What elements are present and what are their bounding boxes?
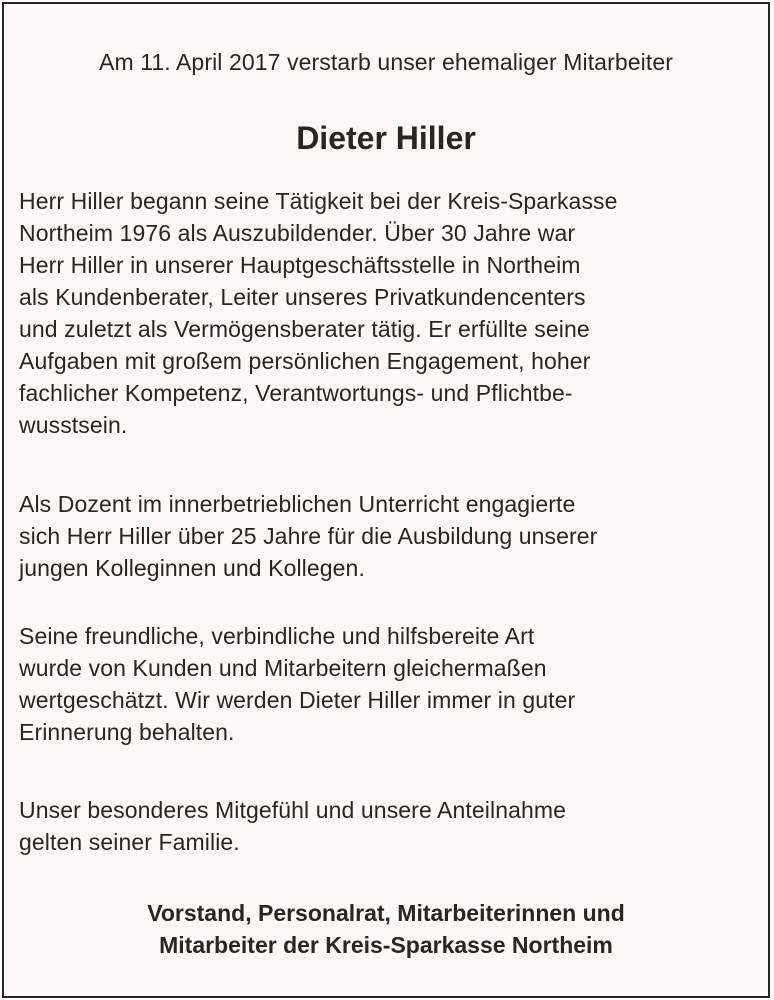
text-line: jungen Kolleginnen und Kollegen. — [19, 555, 365, 581]
text-line: Erinnerung behalten. — [19, 719, 235, 745]
signature-line: Mitarbeiter der Kreis-Sparkasse Northeim — [159, 932, 613, 958]
text-line: Herr Hiller in unserer Hauptgeschäftsstelle in Northeim — [19, 252, 581, 278]
text-line: gelten seiner Familie. — [19, 829, 240, 855]
text-line: wertgeschätzt. Wir werden Dieter Hiller immer in guter — [19, 687, 576, 713]
intro-line: Am 11. April 2017 verstarb unser ehemaliger Mitarbeiter — [99, 49, 673, 75]
text-line: Seine freundliche, verbindliche und hilfsbereite Art — [19, 623, 535, 649]
text-line: Northeim 1976 als Auszubildender. Über 30 Jahre war — [19, 220, 576, 246]
text-line: Aufgaben mit großem persönlichen Engagement, hoher — [19, 348, 591, 374]
text-line: Herr Hiller begann seine Tätigkeit bei der Kreis-Sparkasse — [19, 188, 618, 214]
paragraph-character — [19, 620, 759, 748]
text-line: als Kundenberater, Leiter unseres Privatkundencenters — [19, 284, 586, 310]
deceased-name: Dieter Hiller — [296, 120, 476, 156]
text-line: Unser besonderes Mitgefühl und unsere Anteilnahme — [19, 797, 567, 823]
paragraph-teaching — [19, 488, 759, 584]
text-line: Als Dozent im innerbetrieblichen Unterricht engagierte — [19, 491, 576, 517]
text-line: und zuletzt als Vermögensberater tätig. Er erfüllte seine — [19, 316, 590, 342]
obituary-notice — [2, 2, 770, 998]
signature-block — [4, 897, 768, 961]
paragraph-condolences — [19, 794, 759, 858]
signature-line: Vorstand, Personalrat, Mitarbeiterinnen und — [147, 900, 625, 926]
text-line: wurde von Kunden und Mitarbeitern gleichermaßen — [19, 655, 547, 681]
text-line: wusstsein. — [19, 412, 128, 438]
text-line: sich Herr Hiller über 25 Jahre für die Ausbildung unserer — [19, 523, 598, 549]
text-line: fachlicher Kompetenz, Verantwortungs- und Pflichtbe- — [19, 380, 573, 406]
paragraph-career — [19, 185, 759, 441]
